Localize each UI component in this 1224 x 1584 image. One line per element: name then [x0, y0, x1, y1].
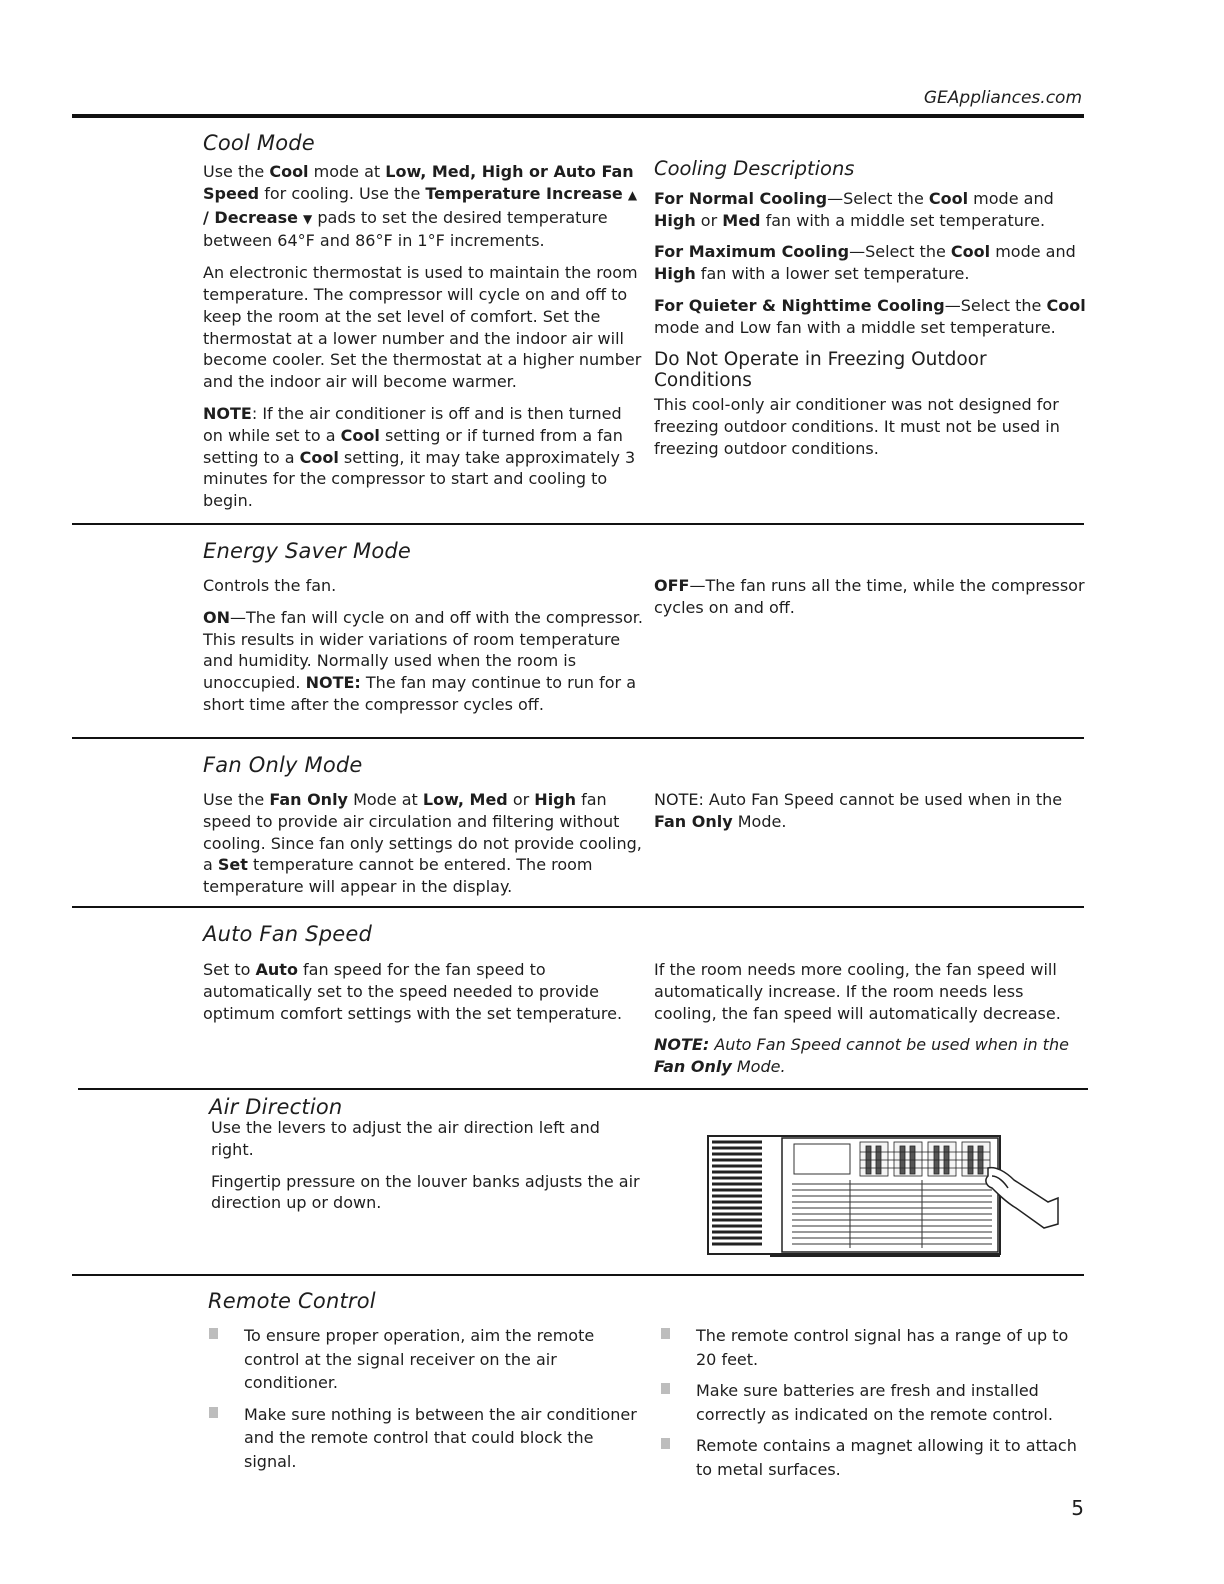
auto-fan-title: Auto Fan Speed — [203, 922, 372, 946]
fan-only-note: NOTE: Auto Fan Speed cannot be used when in the Fan Only Mode. — [654, 790, 1063, 831]
remote-left-list — [209, 1324, 645, 1481]
bullet-square-icon — [661, 1438, 670, 1449]
section-rule-3 — [72, 906, 1084, 908]
fan-only-title: Fan Only Mode — [203, 753, 363, 777]
list-item: Make sure nothing is between the air conditioner and the remote control that could block the signal. — [209, 1403, 645, 1474]
air-direction-p1: Use the levers to adjust the air direction left and right. — [211, 1118, 600, 1159]
fan-only-right — [654, 789, 1090, 843]
air-direction-title: Air Direction — [209, 1095, 343, 1119]
bullet-square-icon — [209, 1407, 218, 1418]
air-direction-p2: Fingertip pressure on the louver banks adjusts the air direction up or down. — [211, 1171, 640, 1213]
auto-fan-p2: If the room needs more cooling, the fan speed will automatically increase. If the room needs less cooling, the fan speed will automatically decrease. — [654, 960, 1061, 1023]
list-item: To ensure proper operation, aim the remote control at the signal receiver on the air conditioner. — [209, 1324, 645, 1395]
energy-saver-on: ON—The fan will cycle on and off with the compressor. This results in wider variations of room temperature and humidity. Normally used when the room is unoccupied. NOTE: The fan may continue to run for a short time after the compressor cycles off. — [203, 607, 643, 714]
bullet-square-icon — [209, 1328, 218, 1339]
energy-saver-p1: Controls the fan. — [203, 576, 337, 595]
energy-saver-off: OFF—The fan runs all the time, while the compressor cycles on and off. — [654, 576, 1085, 617]
bullet-square-icon — [661, 1328, 670, 1339]
section-rule-4 — [78, 1088, 1088, 1090]
header-rule — [72, 114, 1084, 118]
page-number: 5 — [1071, 1496, 1084, 1520]
front-grille — [792, 1180, 992, 1248]
energy-saver-left — [203, 575, 643, 726]
fan-only-left — [203, 789, 643, 908]
normal-cooling: For Normal Cooling—Select the Cool mode and High or Med fan with a middle set temperature. — [654, 188, 1054, 230]
cool-mode-p1: Use the Cool mode at Low, Med, High or Auto Fan Speed for cooling. Use the Temperature Increase ▲ / Decrease ▼ pads to set the desired temperature between 64°F and 86°F in 1°F increments. — [203, 162, 638, 251]
cooling-descriptions — [654, 158, 1090, 470]
list-item: Make sure batteries are fresh and installed correctly as indicated on the remote control. — [661, 1379, 1091, 1426]
energy-saver-right — [654, 575, 1090, 629]
down-arrow-icon: ▼ — [303, 211, 313, 226]
auto-fan-right — [654, 959, 1090, 1088]
unit-side-fins — [712, 1142, 762, 1244]
auto-fan-left — [203, 959, 643, 1034]
auto-fan-note: NOTE: Auto Fan Speed cannot be used when in the Fan Only Mode. — [654, 1035, 1069, 1077]
auto-fan-p1: Set to Auto fan speed for the fan speed to automatically set to the speed needed to provide optimum comfort settings with the set temperature. — [203, 960, 623, 1023]
cool-mode-title: Cool Mode — [203, 131, 315, 155]
list-item: The remote control signal has a range of up to 20 feet. — [661, 1324, 1091, 1371]
up-arrow-icon: ▲ — [627, 187, 638, 202]
freezing-text: This cool-only air conditioner was not designed for freezing outdoor conditions. It must not be used in freezing outdoor conditions. — [654, 395, 1060, 458]
air-direction-text — [211, 1117, 641, 1224]
cool-mode-note: NOTE: If the air conditioner is off and is then turned on while set to a Cool setting or if turned from a fan setting to a Cool setting, it may take approximately 3 minutes for the compressor to start and cooling to begin. — [203, 403, 636, 511]
air-conditioner-illustration — [700, 1128, 1060, 1264]
site-url: GEAppliances.com — [923, 88, 1082, 108]
cooling-descriptions-title: Cooling Descriptions — [654, 157, 855, 180]
list-item: Remote contains a magnet allowing it to attach to metal surfaces. — [661, 1434, 1091, 1481]
remote-right-list — [661, 1324, 1091, 1489]
section-rule-2 — [72, 737, 1084, 739]
bullet-square-icon — [661, 1383, 670, 1394]
energy-saver-title: Energy Saver Mode — [203, 539, 412, 563]
cool-mode-p2: An electronic thermostat is used to maintain the room temperature. The compressor will cycle on and off to keep the room at the set level of comfort. Set the thermostat at a lower number and the indoor air will become cooler. Set the thermostat at a higher number and the indoor air will become warmer. — [203, 263, 642, 392]
section-rule-1 — [72, 523, 1084, 525]
fan-only-p1: Use the Fan Only Mode at Low, Med or High fan speed to provide air circulation and filtering without cooling. Since fan only settings do not provide cooling, a Set temperature cannot be entered. The room temperature will appear in the display. — [203, 790, 642, 897]
remote-control-title: Remote Control — [208, 1289, 376, 1313]
freezing-heading: Do Not Operate in Freezing Outdoor Conditions — [654, 348, 987, 392]
maximum-cooling: For Maximum Cooling—Select the Cool mode and High fan with a lower set temperature. — [654, 242, 1076, 284]
quiet-cooling: For Quieter & Nighttime Cooling—Select the Cool mode and Low fan with a middle set temperature. — [654, 295, 1086, 337]
section-rule-5 — [72, 1274, 1084, 1276]
cool-mode-text — [203, 161, 643, 522]
